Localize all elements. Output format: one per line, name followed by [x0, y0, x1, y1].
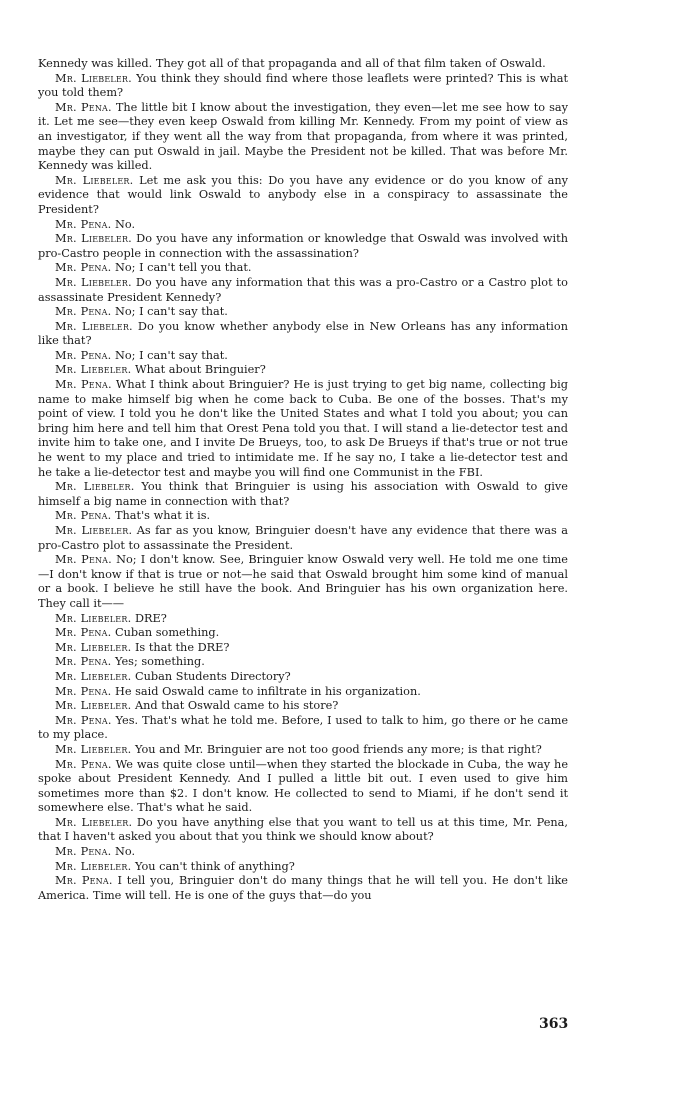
transcript-paragraph — [38, 874, 568, 903]
paragraph-text: And that Oswald came to his store? — [134, 699, 339, 713]
paragraph-text: What I think about Bringuier? He is just trying to get big name, collecting big name to make himself big when he come back to Cuba. Be one of the bosses. That's my point of view. I told you he don't like the United States and what I told you about; you can bring him here and tell him that Orest Pena told you that. I will stand a lie-detector test and invite him to take one, and I invite De Brueys, too, to ask De Brueys if that's true or not true he went to my place and tried to intimidate me. If he say no, I take a lie-detector test and he take a lie-detector test and maybe you will find one Communist in the FBI. — [38, 378, 568, 479]
speaker-label: Mr. Liebeler. — [55, 71, 132, 85]
transcript-paragraph — [38, 553, 568, 611]
paragraph-text: No; I can't say that. — [114, 348, 228, 362]
transcript-paragraph — [38, 641, 568, 656]
speaker-label: Mr. Pena. — [55, 100, 112, 114]
speaker-label: Mr. Liebeler. — [55, 640, 132, 654]
paragraph-text: No. — [114, 217, 136, 231]
paragraph-text: The little bit I know about the investigation, they even—let me see how to say it. Let me see—they even keep Oswald from killing Mr. Kennedy. From my point of view as an investigator, if they went all the way from that propaganda, from where it was printed, maybe they can put Oswald in jail. Maybe the President not be killed. That was before Mr. Kennedy was killed. — [38, 100, 568, 173]
paragraph-text: No; I can't say that. — [114, 305, 228, 319]
speaker-label: Mr. Pena. — [55, 305, 112, 319]
paragraph-text: I tell you, Bringuier don't do many things that he will tell you. He don't like America. Time will tell. He is one of the guys that—do you — [38, 874, 568, 902]
paragraph-text: Cuban something. — [114, 626, 220, 640]
speaker-label: Mr. Liebeler. — [55, 524, 133, 537]
transcript-paragraph — [38, 218, 568, 233]
speaker-label: Mr. Liebeler. — [55, 173, 134, 187]
transcript-paragraph — [38, 261, 568, 276]
speaker-label: Mr. Liebeler. — [55, 319, 133, 333]
speaker-label: Mr. Pena. — [55, 348, 112, 362]
paragraph-text: As far as you know, Bringuier doesn't have any evidence that there was a pro-Castro plot to assassinate the President. — [38, 524, 568, 552]
speaker-label: Mr. Pena. — [55, 626, 112, 640]
paragraph-text: You can't think of anything? — [134, 859, 295, 873]
paragraph-text: Do you have any information that this was a pro-Castro or a Castro plot to assassinate President Kennedy? — [38, 275, 568, 304]
paragraph-text: You think that Bringuier is using his association with Oswald to give himself a big name in connection with that? — [38, 480, 568, 508]
speaker-label: Mr. Pena. — [55, 655, 112, 669]
transcript-paragraph — [38, 363, 568, 378]
transcript-paragraph — [38, 378, 568, 480]
transcript-paragraph — [38, 174, 568, 218]
paragraph-text: You and Mr. Bringuier are not too good friends any more; is that right? — [134, 742, 542, 756]
paragraph-text: Yes. That's what he told me. Before, I used to talk to him, go there or he came to my place. — [38, 713, 569, 742]
transcript-paragraph — [38, 480, 568, 509]
paragraph-text: No; I don't know. See, Bringuier know Oswald very well. He told me one time—I don't know if that is true or not—he said that Oswald brought him some kind of manual or a book. I believe he still have the book. And Bringuier has his own organization here. They call it—— — [38, 553, 568, 610]
paragraph-text: Do you know whether anybody else in New Orleans has any information like that? — [38, 319, 568, 348]
transcript-paragraph — [38, 626, 568, 641]
transcript-paragraph — [38, 305, 568, 320]
speaker-label: Mr. Liebeler. — [55, 859, 132, 873]
paragraph-text: Do you have any information or knowledge that Oswald was involved with pro-Castro people in connection with the assassination? — [38, 232, 568, 260]
speaker-label: Mr. Liebeler. — [55, 699, 132, 713]
paragraph-text: What about Bringuier? — [134, 363, 266, 377]
paragraph-text: DRE? — [134, 611, 167, 625]
transcript-paragraph — [38, 612, 568, 627]
transcript-paragraph — [38, 276, 568, 305]
speaker-label: Mr. Liebeler. — [55, 275, 132, 289]
transcript-paragraph — [38, 232, 568, 261]
transcript-paragraph — [38, 743, 568, 758]
paragraph-text: Cuban Students Directory? — [134, 669, 291, 683]
speaker-label: Mr. Pena. — [55, 261, 112, 275]
speaker-label: Mr. Pena. — [55, 757, 112, 771]
transcript-paragraph — [38, 655, 568, 670]
transcript-paragraph — [38, 524, 568, 553]
paragraph-text: You think they should find where those leaflets were printed? This is what you told them? — [38, 71, 568, 100]
transcript-paragraph — [38, 670, 568, 685]
transcript-paragraph — [38, 685, 568, 700]
paragraph-text: We was quite close until—when they started the blockade in Cuba, the way he spoke about President Kennedy. And I pulled a little bit out. I even used to give him sometimes more than $2. I don't know. He collected to send to Miami, if he don't send it somewhere else. That's what he said. — [38, 757, 569, 815]
paragraph-text: No. — [114, 845, 136, 859]
paragraph-text: Let me ask you this: Do you have any evidence or do you know of any evidence that would link Oswald to anybody else in a conspiracy to assassinate the President? — [38, 173, 568, 216]
speaker-label: Mr. Pena. — [55, 684, 112, 698]
transcript-paragraph — [38, 758, 568, 816]
speaker-label: Mr. Pena. — [55, 874, 113, 888]
transcript-paragraph — [38, 349, 568, 364]
transcript-paragraph — [38, 816, 568, 845]
paragraph-text: He said Oswald came to infiltrate in his organization. — [114, 684, 421, 698]
speaker-label: Mr. Pena. — [55, 378, 112, 392]
transcript-paragraph — [38, 714, 568, 743]
paragraph-text: Yes; something. — [114, 655, 205, 669]
transcript-paragraph — [38, 101, 568, 174]
transcript-paragraph — [38, 699, 568, 714]
speaker-label: Mr. Liebeler. — [55, 669, 132, 683]
transcript-paragraph — [38, 845, 568, 860]
transcript-paragraph — [38, 57, 568, 72]
paragraph-text: That's what it is. — [114, 509, 211, 523]
transcript-paragraph — [38, 320, 568, 349]
speaker-label: Mr. Pena. — [55, 553, 112, 567]
speaker-label: Mr. Pena. — [55, 217, 112, 231]
paragraph-text: No; I can't tell you that. — [114, 261, 252, 275]
speaker-label: Mr. Liebeler. — [55, 815, 133, 829]
paragraph-text: Do you have anything else that you want to tell us at this time, Mr. Pena, that I haven't asked you about that you think we should know about? — [38, 815, 568, 844]
paragraph-text: Is that the DRE? — [134, 640, 230, 654]
speaker-label: Mr. Liebeler. — [55, 611, 132, 625]
speaker-label: Mr. Liebeler. — [55, 363, 132, 377]
transcript-paragraph — [38, 72, 568, 101]
transcript-body — [38, 57, 568, 903]
paragraph-text: Kennedy was killed. They got all of that propaganda and all of that film taken of Oswald. — [38, 57, 546, 70]
speaker-label: Mr. Liebeler. — [55, 480, 135, 494]
speaker-label: Mr. Liebeler. — [55, 232, 132, 246]
speaker-label: Mr. Pena. — [55, 845, 112, 859]
speaker-label: Mr. Pena. — [55, 509, 112, 523]
page-number: 363 — [539, 1016, 569, 1032]
transcript-paragraph — [38, 509, 568, 524]
speaker-label: Mr. Liebeler. — [55, 742, 132, 756]
speaker-label: Mr. Pena. — [55, 713, 112, 727]
transcript-paragraph — [38, 860, 568, 875]
